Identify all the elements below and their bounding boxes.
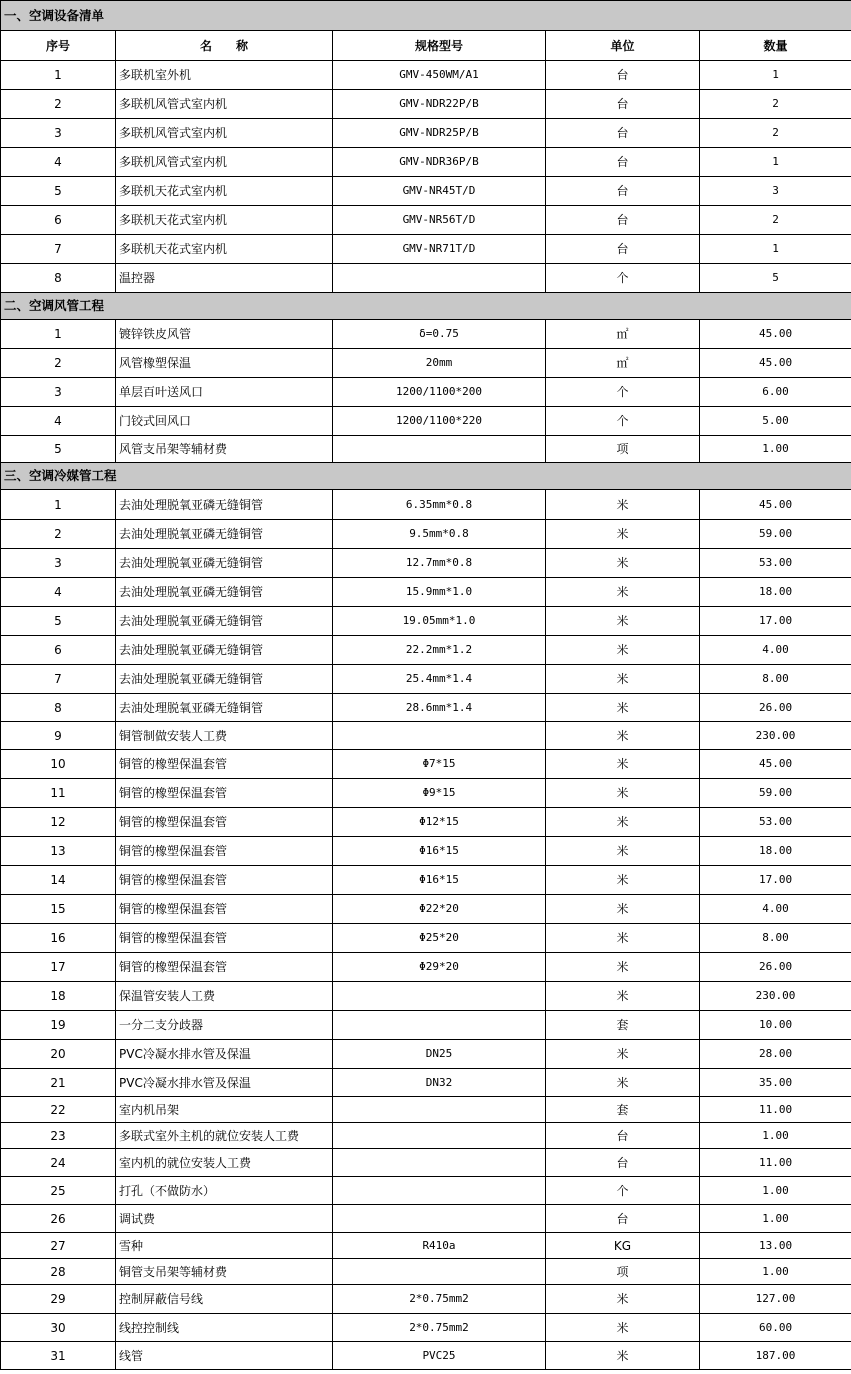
table-row	[1, 1069, 851, 1097]
quantity-cell: 8.00	[700, 665, 851, 694]
column-header: 序号	[1, 31, 116, 61]
row-number-cell: 16	[1, 924, 116, 953]
quantity-cell: 6.00	[700, 378, 851, 407]
quantity-cell: 53.00	[700, 808, 851, 837]
quantity-cell: 35.00	[700, 1069, 851, 1097]
unit-cell: 米	[546, 895, 700, 924]
row-number-cell: 5	[1, 436, 116, 463]
unit-cell: 米	[546, 837, 700, 866]
item-name-cell: 多联机天花式室内机	[116, 206, 333, 235]
table-row	[1, 1233, 851, 1259]
row-number-cell: 21	[1, 1069, 116, 1097]
spec-model-cell: 20mm	[333, 349, 546, 378]
table-row	[1, 578, 851, 607]
table-row	[1, 837, 851, 866]
spec-model-cell	[333, 1177, 546, 1205]
column-header: 名 称	[116, 31, 333, 61]
row-number-cell: 1	[1, 61, 116, 90]
spec-model-cell: R410a	[333, 1233, 546, 1259]
quantity-cell: 230.00	[700, 722, 851, 750]
unit-cell: 台	[546, 1123, 700, 1149]
item-name-cell: 打孔（不做防水）	[116, 1177, 333, 1205]
table-row	[1, 90, 851, 119]
row-number-cell: 19	[1, 1011, 116, 1040]
unit-cell: 米	[546, 636, 700, 665]
unit-cell: 台	[546, 177, 700, 206]
table-row	[1, 235, 851, 264]
item-name-cell: 控制屏蔽信号线	[116, 1285, 333, 1314]
unit-cell: 台	[546, 235, 700, 264]
item-name-cell: 调试费	[116, 1205, 333, 1233]
spec-model-cell: Φ22*20	[333, 895, 546, 924]
quantity-cell: 1.00	[700, 1123, 851, 1149]
item-name-cell: 一分二支分歧器	[116, 1011, 333, 1040]
table-row	[1, 665, 851, 694]
item-name-cell: 多联机天花式室内机	[116, 177, 333, 206]
quantity-cell: 60.00	[700, 1314, 851, 1342]
row-number-cell: 4	[1, 578, 116, 607]
section-header	[1, 293, 851, 320]
quantity-cell: 59.00	[700, 520, 851, 549]
unit-cell: 米	[546, 549, 700, 578]
unit-cell: 台	[546, 119, 700, 148]
unit-cell: ㎡	[546, 349, 700, 378]
item-name-cell: 去油处理脱氧亚磷无缝铜管	[116, 490, 333, 520]
spec-model-cell: Φ25*20	[333, 924, 546, 953]
spec-model-cell: 2*0.75mm2	[333, 1285, 546, 1314]
unit-cell: 米	[546, 665, 700, 694]
unit-cell: 米	[546, 866, 700, 895]
spec-model-cell: 1200/1100*200	[333, 378, 546, 407]
unit-cell: 米	[546, 982, 700, 1011]
item-name-cell: 镀锌铁皮风管	[116, 320, 333, 349]
item-name-cell: PVC冷凝水排水管及保温	[116, 1069, 333, 1097]
row-number-cell: 13	[1, 837, 116, 866]
table-body	[1, 1, 851, 1370]
spec-model-cell: GMV-NR71T/D	[333, 235, 546, 264]
spec-model-cell: Φ12*15	[333, 808, 546, 837]
item-name-cell: 去油处理脱氧亚磷无缝铜管	[116, 520, 333, 549]
quantity-cell: 1.00	[700, 1205, 851, 1233]
quantity-cell: 59.00	[700, 779, 851, 808]
item-name-cell: 线管	[116, 1342, 333, 1370]
unit-cell: 套	[546, 1097, 700, 1123]
item-name-cell: 温控器	[116, 264, 333, 293]
table-row	[1, 722, 851, 750]
item-name-cell: 铜管的橡塑保温套管	[116, 750, 333, 779]
table-row	[1, 982, 851, 1011]
table-row	[1, 1123, 851, 1149]
quantity-cell: 2	[700, 119, 851, 148]
quantity-cell: 3	[700, 177, 851, 206]
quantity-cell: 1	[700, 148, 851, 177]
unit-cell: KG	[546, 1233, 700, 1259]
row-number-cell: 7	[1, 235, 116, 264]
quantity-cell: 1	[700, 235, 851, 264]
row-number-cell: 26	[1, 1205, 116, 1233]
table-row	[1, 1314, 851, 1342]
unit-cell: 米	[546, 924, 700, 953]
quantity-cell: 45.00	[700, 750, 851, 779]
spec-model-cell: GMV-NDR36P/B	[333, 148, 546, 177]
spec-model-cell: PVC25	[333, 1342, 546, 1370]
table-row	[1, 320, 851, 349]
section-title: 三、空调冷媒管工程	[1, 463, 851, 490]
row-number-cell: 2	[1, 349, 116, 378]
spec-model-cell	[333, 1149, 546, 1177]
spec-model-cell: GMV-NR45T/D	[333, 177, 546, 206]
table-row	[1, 1040, 851, 1069]
section-header	[1, 463, 851, 490]
row-number-cell: 7	[1, 665, 116, 694]
quantity-cell: 17.00	[700, 607, 851, 636]
item-name-cell: 去油处理脱氧亚磷无缝铜管	[116, 549, 333, 578]
item-name-cell: 铜管的橡塑保温套管	[116, 953, 333, 982]
unit-cell: ㎡	[546, 320, 700, 349]
unit-cell: 米	[546, 722, 700, 750]
table-row	[1, 1342, 851, 1370]
table-row	[1, 520, 851, 549]
spec-model-cell: DN25	[333, 1040, 546, 1069]
unit-cell: 套	[546, 1011, 700, 1040]
item-name-cell: 风管支吊架等辅材费	[116, 436, 333, 463]
row-number-cell: 15	[1, 895, 116, 924]
quantity-cell: 187.00	[700, 1342, 851, 1370]
table-row	[1, 866, 851, 895]
table-row	[1, 206, 851, 235]
section-title: 二、空调风管工程	[1, 293, 851, 320]
item-name-cell: 多联机天花式室内机	[116, 235, 333, 264]
quantity-cell: 13.00	[700, 1233, 851, 1259]
table-row	[1, 1011, 851, 1040]
spec-model-cell	[333, 436, 546, 463]
row-number-cell: 3	[1, 119, 116, 148]
quantity-cell: 5.00	[700, 407, 851, 436]
table-row	[1, 549, 851, 578]
item-name-cell: 风管橡塑保温	[116, 349, 333, 378]
unit-cell: 米	[546, 694, 700, 722]
spec-model-cell: Φ9*15	[333, 779, 546, 808]
unit-cell: 台	[546, 90, 700, 119]
unit-cell: 米	[546, 1342, 700, 1370]
row-number-cell: 22	[1, 1097, 116, 1123]
row-number-cell: 30	[1, 1314, 116, 1342]
item-name-cell: 多联机风管式室内机	[116, 148, 333, 177]
unit-cell: 米	[546, 953, 700, 982]
row-number-cell: 3	[1, 378, 116, 407]
item-name-cell: 线控控制线	[116, 1314, 333, 1342]
spec-model-cell: 15.9mm*1.0	[333, 578, 546, 607]
unit-cell: 台	[546, 148, 700, 177]
quantity-cell: 18.00	[700, 578, 851, 607]
spec-model-cell: 22.2mm*1.2	[333, 636, 546, 665]
item-name-cell: 铜管的橡塑保温套管	[116, 837, 333, 866]
table-row	[1, 636, 851, 665]
table-row	[1, 407, 851, 436]
row-number-cell: 27	[1, 1233, 116, 1259]
unit-cell: 个	[546, 378, 700, 407]
spec-model-cell: 6.35mm*0.8	[333, 490, 546, 520]
quantity-cell: 11.00	[700, 1097, 851, 1123]
spec-model-cell: 9.5mm*0.8	[333, 520, 546, 549]
table-row	[1, 378, 851, 407]
row-number-cell: 18	[1, 982, 116, 1011]
unit-cell: 项	[546, 1259, 700, 1285]
item-name-cell: 铜管的橡塑保温套管	[116, 808, 333, 837]
row-number-cell: 28	[1, 1259, 116, 1285]
spec-model-cell: GMV-450WM/A1	[333, 61, 546, 90]
item-name-cell: PVC冷凝水排水管及保温	[116, 1040, 333, 1069]
column-header: 数量	[700, 31, 851, 61]
spec-model-cell: GMV-NDR22P/B	[333, 90, 546, 119]
quantity-cell: 1	[700, 61, 851, 90]
spec-model-cell	[333, 1259, 546, 1285]
quantity-cell: 11.00	[700, 1149, 851, 1177]
table-row	[1, 750, 851, 779]
spec-model-cell	[333, 982, 546, 1011]
quantity-cell: 45.00	[700, 320, 851, 349]
table-row	[1, 436, 851, 463]
item-name-cell: 去油处理脱氧亚磷无缝铜管	[116, 607, 333, 636]
row-number-cell: 8	[1, 264, 116, 293]
row-number-cell: 5	[1, 607, 116, 636]
item-name-cell: 多联式室外主机的就位安装人工费	[116, 1123, 333, 1149]
row-number-cell: 12	[1, 808, 116, 837]
unit-cell: 米	[546, 1314, 700, 1342]
spec-model-cell: 2*0.75mm2	[333, 1314, 546, 1342]
section-title: 一、空调设备清单	[1, 1, 851, 31]
table-row	[1, 264, 851, 293]
table-row	[1, 779, 851, 808]
row-number-cell: 3	[1, 549, 116, 578]
item-name-cell: 室内机的就位安装人工费	[116, 1149, 333, 1177]
item-name-cell: 多联机风管式室内机	[116, 90, 333, 119]
quantity-cell: 53.00	[700, 549, 851, 578]
unit-cell: 米	[546, 1040, 700, 1069]
quantity-cell: 127.00	[700, 1285, 851, 1314]
spec-model-cell	[333, 1097, 546, 1123]
unit-cell: 个	[546, 1177, 700, 1205]
quantity-cell: 10.00	[700, 1011, 851, 1040]
item-name-cell: 铜管的橡塑保温套管	[116, 779, 333, 808]
table-row	[1, 1259, 851, 1285]
item-name-cell: 多联机风管式室内机	[116, 119, 333, 148]
item-name-cell: 雪种	[116, 1233, 333, 1259]
spec-model-cell: DN32	[333, 1069, 546, 1097]
item-name-cell: 去油处理脱氧亚磷无缝铜管	[116, 636, 333, 665]
spec-model-cell	[333, 1123, 546, 1149]
quantity-cell: 8.00	[700, 924, 851, 953]
table-row	[1, 349, 851, 378]
item-name-cell: 门铰式回风口	[116, 407, 333, 436]
row-number-cell: 6	[1, 206, 116, 235]
spec-model-cell	[333, 722, 546, 750]
item-name-cell: 去油处理脱氧亚磷无缝铜管	[116, 665, 333, 694]
spec-model-cell: GMV-NR56T/D	[333, 206, 546, 235]
spec-model-cell: 1200/1100*220	[333, 407, 546, 436]
table-row	[1, 924, 851, 953]
row-number-cell: 11	[1, 779, 116, 808]
row-number-cell: 17	[1, 953, 116, 982]
table-row	[1, 490, 851, 520]
table-row	[1, 1177, 851, 1205]
table-row	[1, 177, 851, 206]
spec-model-cell	[333, 1205, 546, 1233]
unit-cell: 个	[546, 407, 700, 436]
row-number-cell: 1	[1, 320, 116, 349]
item-name-cell: 铜管的橡塑保温套管	[116, 866, 333, 895]
quantity-cell: 4.00	[700, 636, 851, 665]
unit-cell: 米	[546, 750, 700, 779]
table-row	[1, 1205, 851, 1233]
table-row	[1, 808, 851, 837]
quantity-cell: 5	[700, 264, 851, 293]
table-row	[1, 607, 851, 636]
row-number-cell: 31	[1, 1342, 116, 1370]
item-name-cell: 铜管的橡塑保温套管	[116, 895, 333, 924]
table-row	[1, 694, 851, 722]
unit-cell: 米	[546, 578, 700, 607]
row-number-cell: 23	[1, 1123, 116, 1149]
table-row	[1, 148, 851, 177]
spec-model-cell: Φ7*15	[333, 750, 546, 779]
quantity-cell: 26.00	[700, 694, 851, 722]
table-row	[1, 61, 851, 90]
quantity-cell: 4.00	[700, 895, 851, 924]
spec-model-cell: δ=0.75	[333, 320, 546, 349]
unit-cell: 台	[546, 206, 700, 235]
spec-model-cell: Φ29*20	[333, 953, 546, 982]
row-number-cell: 24	[1, 1149, 116, 1177]
spec-model-cell	[333, 264, 546, 293]
spec-model-cell	[333, 1011, 546, 1040]
spec-model-cell: 19.05mm*1.0	[333, 607, 546, 636]
column-header: 规格型号	[333, 31, 546, 61]
unit-cell: 米	[546, 607, 700, 636]
quantity-cell: 2	[700, 206, 851, 235]
quantity-cell: 1.00	[700, 1259, 851, 1285]
unit-cell: 米	[546, 490, 700, 520]
row-number-cell: 2	[1, 520, 116, 549]
table-row	[1, 119, 851, 148]
unit-cell: 台	[546, 1149, 700, 1177]
item-name-cell: 去油处理脱氧亚磷无缝铜管	[116, 694, 333, 722]
item-name-cell: 去油处理脱氧亚磷无缝铜管	[116, 578, 333, 607]
spec-model-cell: 25.4mm*1.4	[333, 665, 546, 694]
row-number-cell: 9	[1, 722, 116, 750]
row-number-cell: 25	[1, 1177, 116, 1205]
quantity-cell: 45.00	[700, 349, 851, 378]
item-name-cell: 铜管制做安装人工费	[116, 722, 333, 750]
item-name-cell: 多联机室外机	[116, 61, 333, 90]
quantity-cell: 1.00	[700, 1177, 851, 1205]
item-name-cell: 铜管支吊架等辅材费	[116, 1259, 333, 1285]
quantity-cell: 1.00	[700, 436, 851, 463]
item-name-cell: 室内机吊架	[116, 1097, 333, 1123]
quantity-cell: 28.00	[700, 1040, 851, 1069]
table-row	[1, 953, 851, 982]
unit-cell: 米	[546, 779, 700, 808]
row-number-cell: 20	[1, 1040, 116, 1069]
table-row	[1, 1285, 851, 1314]
spec-model-cell: 28.6mm*1.4	[333, 694, 546, 722]
column-header-row	[1, 31, 851, 61]
item-name-cell: 铜管的橡塑保温套管	[116, 924, 333, 953]
quantity-cell: 2	[700, 90, 851, 119]
row-number-cell: 1	[1, 490, 116, 520]
section-header	[1, 1, 851, 31]
column-header: 单位	[546, 31, 700, 61]
spec-model-cell: Φ16*15	[333, 837, 546, 866]
row-number-cell: 4	[1, 148, 116, 177]
unit-cell: 米	[546, 808, 700, 837]
quantity-cell: 230.00	[700, 982, 851, 1011]
spec-model-cell: 12.7mm*0.8	[333, 549, 546, 578]
table-row	[1, 1097, 851, 1123]
row-number-cell: 5	[1, 177, 116, 206]
unit-cell: 米	[546, 520, 700, 549]
row-number-cell: 8	[1, 694, 116, 722]
unit-cell: 台	[546, 1205, 700, 1233]
row-number-cell: 2	[1, 90, 116, 119]
unit-cell: 台	[546, 61, 700, 90]
item-name-cell: 单层百叶送风口	[116, 378, 333, 407]
unit-cell: 项	[546, 436, 700, 463]
row-number-cell: 10	[1, 750, 116, 779]
quantity-cell: 18.00	[700, 837, 851, 866]
quantity-cell: 45.00	[700, 490, 851, 520]
row-number-cell: 14	[1, 866, 116, 895]
unit-cell: 米	[546, 1285, 700, 1314]
table-row	[1, 895, 851, 924]
row-number-cell: 6	[1, 636, 116, 665]
spec-model-cell: Φ16*15	[333, 866, 546, 895]
row-number-cell: 4	[1, 407, 116, 436]
unit-cell: 米	[546, 1069, 700, 1097]
unit-cell: 个	[546, 264, 700, 293]
row-number-cell: 29	[1, 1285, 116, 1314]
quantity-cell: 17.00	[700, 866, 851, 895]
item-name-cell: 保温管安装人工费	[116, 982, 333, 1011]
spec-model-cell: GMV-NDR25P/B	[333, 119, 546, 148]
quantity-cell: 26.00	[700, 953, 851, 982]
table-row	[1, 1149, 851, 1177]
